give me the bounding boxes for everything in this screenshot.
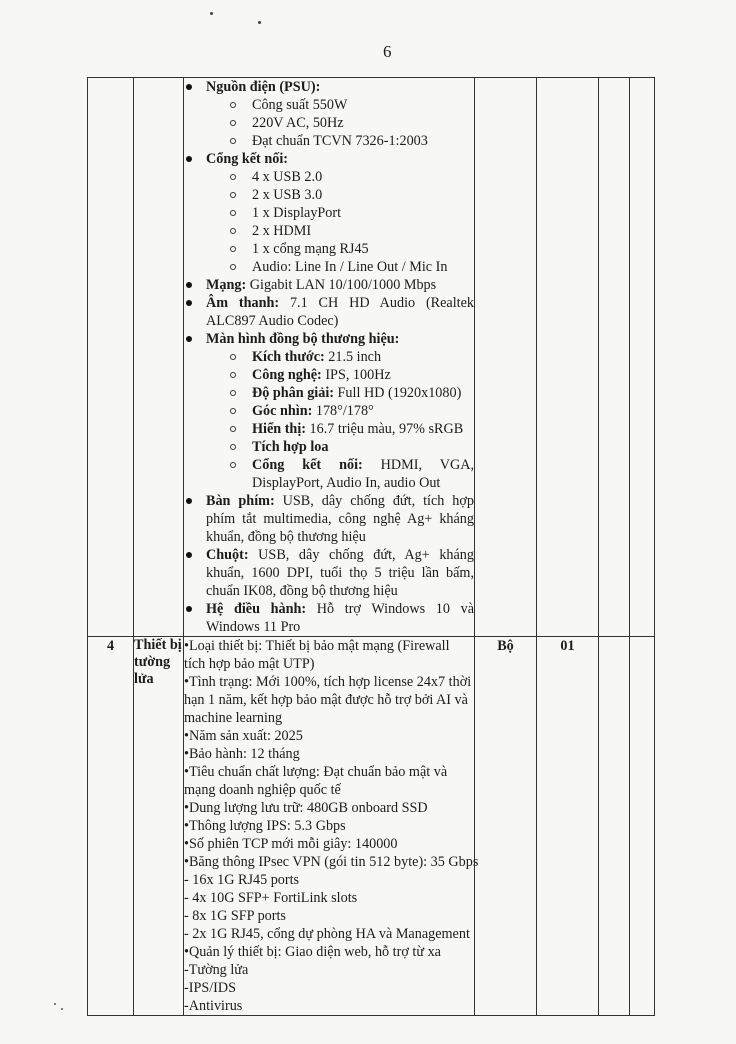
- ports-label: Cổng kết nối:: [206, 151, 288, 167]
- list-item: [252, 384, 474, 402]
- list-item: [252, 456, 474, 492]
- extra-cell: [630, 637, 655, 1016]
- monitor-spec-value: 178°/178°: [312, 403, 374, 419]
- item-name: Thiết bị tường lửa: [134, 637, 184, 1016]
- list-item: Công suất 550W: [252, 96, 474, 114]
- spec-line: -Tường lửa: [184, 962, 249, 978]
- os-item: [206, 600, 474, 636]
- spec-line: •Năm sản xuất: 2025: [184, 728, 303, 744]
- spec-table: [87, 77, 655, 1016]
- spec-line: •Quản lý thiết bị: Giao diện web, hỗ trợ từ xa: [184, 944, 441, 960]
- item-unit: Bộ: [475, 637, 537, 1016]
- list-item: [252, 348, 474, 366]
- monitor-spec-label: Tích hợp loa: [252, 439, 329, 455]
- spec-line: - 2x 1G RJ45, cổng dự phòng HA và Management: [184, 926, 470, 942]
- list-item: [252, 402, 474, 420]
- spec-line: -Antivirus: [184, 998, 243, 1014]
- mouse-label: Chuột:: [206, 547, 249, 563]
- keyboard-value: USB, dây chống đứt, tích hợp phím tắt multimedia, công nghệ Ag+ kháng khuẩn, đồng bộ thương hiệu: [206, 493, 474, 545]
- unit-cell: [475, 78, 537, 637]
- mouse-item: [206, 546, 474, 600]
- list-item: 1 x DisplayPort: [252, 204, 474, 222]
- monitor-spec-value: HDMI, VGA, DisplayPort, Audio In, audio Out: [252, 457, 475, 491]
- item-quantity: 01: [537, 637, 599, 1016]
- audio-value: 7.1 CH HD Audio (Realtek ALC897 Audio Codec): [206, 295, 474, 329]
- monitor-spec-value: 16.7 triệu màu, 97% sRGB: [306, 421, 464, 437]
- list-item: 220V AC, 50Hz: [252, 114, 474, 132]
- psu-section: [206, 78, 474, 150]
- scan-speck: [54, 1003, 56, 1005]
- os-value: Hỗ trợ Windows 10 và Windows 11 Pro: [206, 601, 474, 635]
- spec-line: - 16x 1G RJ45 ports: [184, 872, 300, 888]
- monitor-spec-label: Cổng kết nối:: [252, 457, 363, 473]
- monitor-spec-label: Công nghệ:: [252, 367, 322, 383]
- spec-line: •Băng thông IPsec VPN (gói tin 512 byte): 35 Gbps: [184, 854, 479, 870]
- list-item: [252, 420, 474, 438]
- audio-label: Âm thanh:: [206, 295, 280, 311]
- spec-cell: [184, 78, 475, 637]
- list-item: 1 x cổng mạng RJ45: [252, 240, 474, 258]
- index-cell: [88, 78, 134, 637]
- list-item: 2 x USB 3.0: [252, 186, 474, 204]
- spec-line: - 4x 10G SFP+ FortiLink slots: [184, 890, 358, 906]
- list-item: Audio: Line In / Line Out / Mic In: [252, 258, 474, 276]
- name-cell: [134, 78, 184, 637]
- keyboard-label: Bàn phím:: [206, 493, 275, 509]
- network-label: Mạng:: [206, 277, 247, 293]
- scan-dot: [210, 12, 213, 15]
- monitor-spec-label: Độ phân giải:: [252, 385, 334, 401]
- spec-line: •Tiêu chuẩn chất lượng: Đạt chuẩn bảo mật và mạng doanh nghiệp quốc tế: [184, 764, 448, 798]
- list-item: Đạt chuẩn TCVN 7326-1:2003: [252, 132, 474, 150]
- monitor-spec-value: 21.5 inch: [324, 349, 382, 365]
- list-item: 4 x USB 2.0: [252, 168, 474, 186]
- table-row-item-4: [88, 637, 655, 1016]
- network-value: Gigabit LAN 10/100/1000 Mbps: [246, 277, 437, 293]
- list-item: 2 x HDMI: [252, 222, 474, 240]
- psu-label: Nguồn điện (PSU):: [206, 79, 321, 95]
- spec-line: •Tình trạng: Mới 100%, tích hợp license 24x7 thời hạn 1 năm, kết hợp bảo mật được hỗ trợ bởi AI và machine learning: [184, 674, 472, 726]
- audio-item: [206, 294, 474, 330]
- spec-line: •Số phiên TCP mới mỗi giây: 140000: [184, 836, 398, 852]
- monitor-spec-value: IPS, 100Hz: [321, 367, 391, 383]
- monitor-spec-label: Hiển thị:: [252, 421, 306, 437]
- list-item: [252, 438, 474, 456]
- os-label: Hệ điều hành:: [206, 601, 307, 617]
- scan-dot: [258, 21, 261, 24]
- monitor-label: Màn hình đồng bộ thương hiệu:: [206, 331, 400, 347]
- extra-cell: [630, 78, 655, 637]
- page-number: 6: [383, 42, 392, 61]
- monitor-spec-label: Kích thước:: [252, 349, 325, 365]
- network-item: [206, 276, 474, 294]
- monitor-spec-label: Góc nhìn:: [252, 403, 313, 419]
- spec-line: •Loại thiết bị: Thiết bị bảo mật mạng (Firewall tích hợp bảo mật UTP): [184, 638, 450, 672]
- ports-section: [206, 150, 474, 276]
- table-row-continued: [88, 78, 655, 637]
- scan-speck: [61, 1008, 63, 1010]
- monitor-spec-value: Full HD (1920x1080): [334, 385, 462, 401]
- extra-cell: [599, 78, 630, 637]
- item-index: 4: [88, 637, 134, 1016]
- spec-line: - 8x 1G SFP ports: [184, 908, 286, 924]
- monitor-section: [206, 330, 474, 492]
- mouse-value: USB, dây chống đứt, Ag+ kháng khuẩn, 1600 DPI, tuổi thọ 5 triệu lần bấm, chuẩn IK08, đồng bộ thương hiệu: [206, 547, 474, 599]
- spec-line: •Bảo hành: 12 tháng: [184, 746, 300, 762]
- spec-line: -IPS/IDS: [184, 980, 237, 996]
- list-item: [252, 366, 474, 384]
- keyboard-item: [206, 492, 474, 546]
- firewall-spec-cell: [184, 637, 479, 1016]
- qty-cell: [537, 78, 599, 637]
- extra-cell: [599, 637, 630, 1016]
- spec-line: •Dung lượng lưu trữ: 480GB onboard SSD: [184, 800, 428, 816]
- spec-line: •Thông lượng IPS: 5.3 Gbps: [184, 818, 346, 834]
